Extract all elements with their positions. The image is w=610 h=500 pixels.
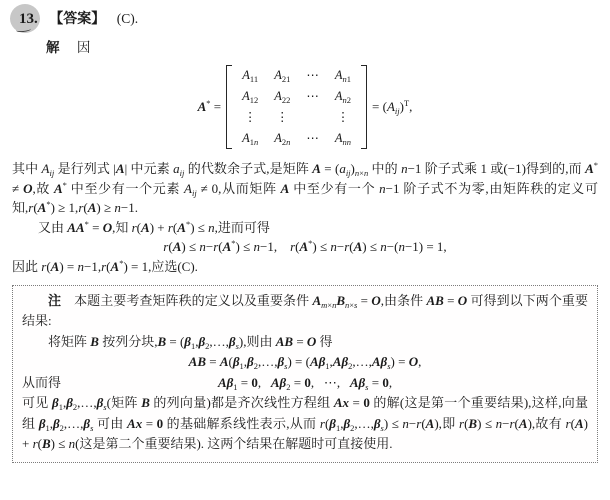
left-bracket (226, 65, 232, 149)
note-results: 可见 $\beta_1,\beta_2,\dots,\beta_s$(矩阵 B 的列向量)都是齐次线性方程组 Ax = 0 的解(这是第一个重要结果),这样,向量组 $\beta_1,\beta_2,\dots,\beta_s$ 可由 Ax = 0 的基础解系线性表示,从而 $r(\beta_1,\beta_2,\dots,\beta_s) \le n-r(A)$,即 r(B) ≤ n−r(A),故有 r(A) + r(B) ≤ n(这是第二个重要结果). 这两个结果在解题时可直接使用. (22, 395, 588, 452)
solve-line (46, 36, 598, 55)
note-thus-row (22, 373, 588, 394)
note-thus-label: 从而得 (22, 374, 62, 390)
matrix-cell: ⋮ (276, 110, 289, 124)
matrix-cell (298, 107, 327, 128)
solve-label: 解 (46, 40, 60, 55)
matrix-cell: ⋮ (243, 110, 257, 124)
matrix-cell: $A_{12}$ (242, 89, 259, 105)
matrix-cell: $A_{n1}$ (334, 68, 352, 84)
matrix-table (234, 65, 359, 149)
problem-number: 13. (19, 11, 38, 27)
adjugate-matrix-equation (12, 60, 598, 154)
answer-label: 【答案】 (49, 12, 106, 27)
matrix-row (234, 86, 359, 107)
because-label: 因 (76, 40, 91, 55)
answer-value: (C). (116, 11, 139, 26)
matrix-cell: $A_{22}$ (274, 89, 291, 105)
note-partition: 将矩阵 B 按列分块$,B = (\beta_1,\beta_2,\dots,\beta_s)$,则由 AB = O 得 (48, 333, 333, 351)
matrix-cell: $A_{11}$ (242, 68, 259, 84)
bracket-matrix (226, 65, 367, 149)
matrix-row (234, 128, 359, 149)
matrix-row (234, 107, 359, 128)
problem-number-badge (16, 8, 41, 31)
matrix-cell: $A_{1n}$ (242, 131, 259, 147)
note-ab-formula: AB = $A(\beta_1,\beta_2,\dots,\beta_s)$ = $(A\beta_1,A\beta_2,\dots,A\beta_s) = O$, (188, 354, 422, 372)
paragraph-aa-star: 又由 AA* = O,知 r(A) + r(A*) ≤ n,进而可得 (38, 218, 270, 235)
matrix-cell: $A_{n2}$ (334, 89, 352, 105)
matrix-cell: $A_{2n}$ (274, 131, 291, 147)
paragraph-conclusion: 因此 r(A) = n−1,r(A*) = 1,应选(C). (12, 258, 198, 275)
formula-rank-inequalities: r(A) ≤ n−r(A*) ≤ n−1, r(A*) ≤ n−r(A) ≤ n−(n−1) = 1, (163, 238, 447, 255)
matrix-cell: $A_{nn}$ (334, 131, 352, 147)
matrix-cell: ⋯ (306, 68, 319, 82)
matrix-cell: ⋯ (306, 89, 319, 103)
right-bracket (361, 65, 367, 149)
matrix-row (234, 65, 359, 86)
matrix-rhs: = $(A_{ij})^T$, (372, 98, 413, 116)
note-intro: 注 本题主要考查矩阵秩的定义以及重要条件 $A_{m\times n}B_{n\times s} = O$,由条件 AB = O 可得到以下两个重要结果: (22, 292, 588, 329)
matrix-lhs: A* = (197, 98, 222, 114)
answer-header (12, 8, 598, 32)
matrix-cell: ⋮ (336, 110, 350, 124)
note-box (12, 285, 598, 463)
matrix-cell: $A_{21}$ (274, 68, 291, 84)
matrix-cell: ⋯ (306, 131, 319, 145)
paragraph-cofactor-explanation: 其中 $A_{ij}$ 是行列式 |A| 中元素 $a_{ij}$ 的代数余子式,是矩阵 $A = (a_{ij})_{n\times n}$ 中的 n−1 阶子式乘 1 或(−1)得到的,而 A* ≠ O,故 A* 中至少有一个元素 $A_{ij} \ne 0$,从而矩阵 A 中至少有一个 n−1 阶子式不为零,由矩阵秩的定义可知,r(A*) ≥ 1,r(A) ≥ n−1. (12, 160, 598, 216)
note-thus-formula: $A\beta_1 = 0$, $A\beta_2 = 0$, ⋯, $A\beta_s = 0$, (217, 374, 393, 392)
